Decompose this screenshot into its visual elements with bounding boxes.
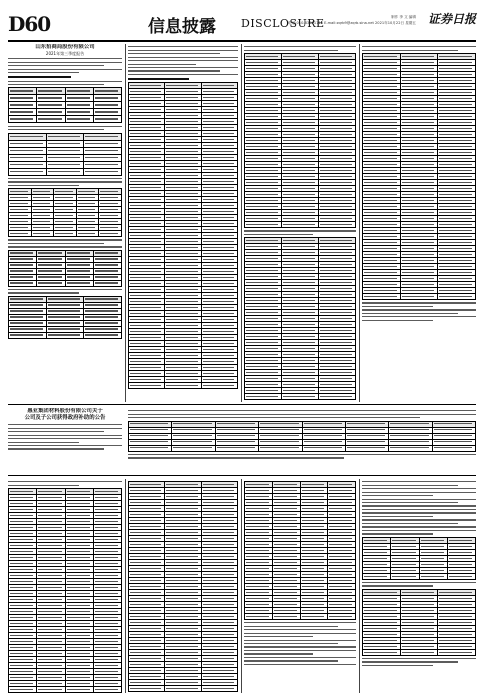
financial-table <box>8 87 122 123</box>
masthead-rule <box>8 40 476 42</box>
announcement-2-title: 公司及子公司获得政府补助的公告 <box>24 415 106 421</box>
non-recurring-table <box>8 133 122 176</box>
section-title-cn: 信息披露 <box>148 17 216 37</box>
lower-table-3 <box>244 481 356 620</box>
cash-flow-table <box>244 237 356 400</box>
masthead <box>8 6 476 40</box>
column-2-upper <box>128 44 238 402</box>
column-1-upper <box>8 44 122 402</box>
parent-balance-table <box>362 53 476 300</box>
column-2-lower <box>128 479 238 693</box>
column-divider <box>125 44 126 402</box>
announcement-title: 2021年第三季度报告 <box>45 51 85 56</box>
section-rule <box>8 475 476 476</box>
middle-band-body <box>128 408 476 472</box>
column-divider <box>241 479 242 693</box>
column-divider <box>359 44 360 402</box>
announcement-2-company: 惠亚集团材料股份有限公司关于 <box>27 408 103 414</box>
page-number: D60 <box>8 12 51 36</box>
subsidy-table <box>128 421 476 452</box>
column-divider <box>241 44 242 402</box>
balance-sheet-table <box>128 82 238 389</box>
income-statement-table <box>244 53 356 228</box>
column-divider <box>125 479 126 693</box>
lower-table-5 <box>362 589 476 656</box>
column-3-upper <box>244 44 356 402</box>
lower-table-2 <box>128 481 238 692</box>
contact-date-line: 电话:010-83251716 E-mail:zqrb9@zqrb.sina.net 2021年10月22日 星期五 <box>288 21 416 25</box>
shareholder-table <box>8 188 122 237</box>
column-4-lower <box>362 479 476 693</box>
lower-table-4 <box>362 537 476 580</box>
editor-credit: 制作 李 文 编辑 <box>391 15 416 19</box>
section-title-en: DISCLOSURE <box>241 17 325 30</box>
newspaper-logo: 证券日报 <box>427 12 476 26</box>
column-divider <box>359 479 360 693</box>
announcement-company: 山东招商局股份有限公司 <box>35 44 95 50</box>
column-1-middle <box>8 408 122 472</box>
top-holders-table <box>8 250 122 287</box>
lower-table-1 <box>8 488 122 693</box>
column-3-lower <box>244 479 356 693</box>
column-1-lower <box>8 479 122 693</box>
column-4-upper <box>362 44 476 402</box>
section-rule <box>8 404 476 405</box>
